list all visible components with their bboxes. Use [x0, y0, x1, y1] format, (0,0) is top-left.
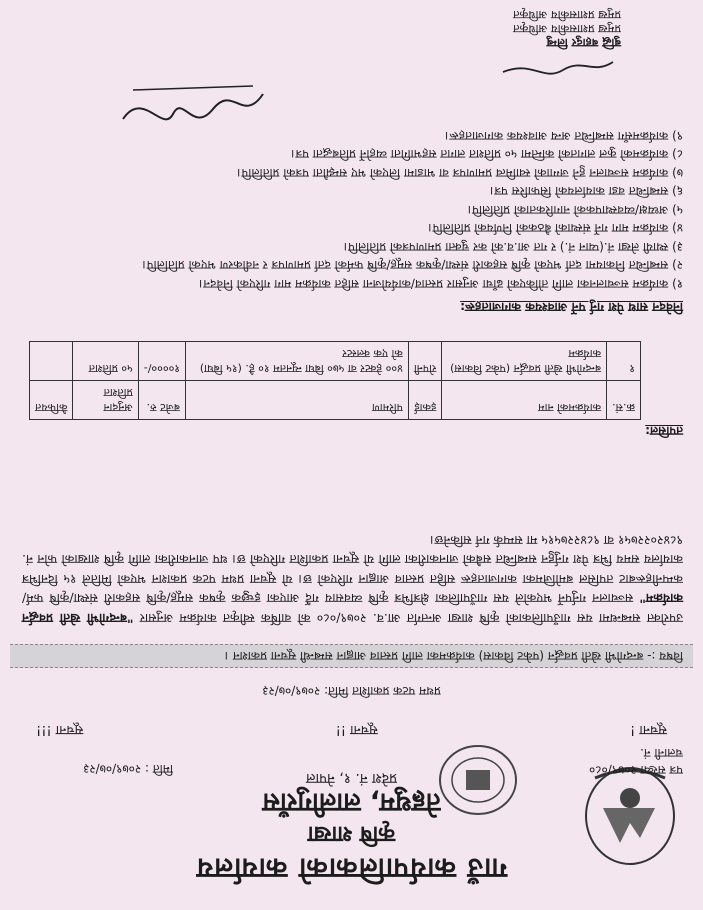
letter-date: मिति : २०७९/०७/२३ [83, 762, 173, 776]
list-item: ८) कार्यक्रमको कुल लागतको कम्तिमा ५० प्रतिशत लागत सहभागिता व्यहोर्ने प्रतिबद्धता पत्र। [290, 147, 683, 162]
table-cell: १००००/- [138, 342, 185, 381]
column-header: परिमाण [186, 381, 409, 420]
publication-date: प्रथम पटक प्रकाशित मिति: २०७९/०७/२३ [262, 684, 441, 698]
office-province: प्रदेश नं. १, नेपाल [305, 770, 398, 786]
table-row [30, 342, 641, 381]
section-name: कृषि शाखा [307, 821, 396, 846]
table-cell: ५० प्रतिशत [73, 342, 138, 381]
notice-title: सूचना ! [630, 722, 667, 737]
list-item: ५) अध्यक्ष/व्यवस्थापकको नागरिकताको प्रतिलिपि। [467, 203, 683, 217]
list-item: ४) कार्यक्रम माग गर्ने संस्थाको बैठकको निर्णयको प्रतिलिपि। [428, 221, 683, 236]
column-header: क्र.सं. [607, 381, 641, 420]
office-name: गाउँ कार्यपालिकाको कार्यालय [195, 852, 508, 885]
table-cell: रोपनी [408, 342, 442, 381]
office-location: तेह्रथुम, लालीगुराँस [262, 787, 441, 817]
program-name: "बन्दगोभी खेती प्रवर्द्धन कार्यक्रम" [21, 591, 683, 626]
notice-body [22, 531, 683, 629]
table-header-row [30, 381, 641, 420]
table-cell: बन्दगोभी खेती प्रवर्द्धन (पकेट विकास) कार्यक्रम [442, 342, 607, 381]
list-item: ६) सम्बन्धित वडा कार्यालयको सिफारिस पत्र। [489, 184, 683, 199]
schedule-label: तपसिल: [645, 424, 683, 438]
column-header: इकाई [408, 381, 442, 420]
table-cell: १ [607, 342, 641, 381]
column-header: कैफियत [30, 381, 73, 420]
list-item: ७) कार्यक्रम सञ्चालन हुने जग्गाको स्वामित्व प्रमाणपत्र वा भाडामा लिएको भए सम्झौता पत्रको प्रतिलिपि। [236, 166, 683, 180]
notice-title-row [30, 722, 673, 740]
signature-icon [113, 74, 273, 134]
notice-title: सूचना !! [335, 722, 378, 737]
signatory-name: बुद्धि बहादुर लिम्बु [546, 36, 621, 50]
reference-block [589, 744, 683, 778]
initials-icon [498, 54, 618, 80]
reference-number: पत्र संख्या २०७९/०८० [589, 763, 683, 777]
column-header: बजेट रु. [138, 381, 185, 420]
signatory-stamp-note: प्रमुख प्रशासकीय अधिकृत [513, 8, 621, 22]
column-header: कार्यक्रमको नाम [442, 381, 607, 420]
notice-title: सूचना !!! [36, 722, 84, 737]
table-cell: ४०० हेक्टर वा ५७० बिघा न्यूनतम १० है. (१५ बिघा) को एक क्लस्टर [186, 342, 409, 381]
list-item: ९) कार्यक्रमसँग सम्बन्धित अन्य आवश्यक कागजातहरू। [444, 129, 683, 143]
body-text-rest: सञ्चालन गर्नुपर्ने भएकोले यस गाउँपालिका क्षेत्रभित्र कृषि व्यवसाय गर्दै आएका इच्छुक कृषक समूह/कृषि सहकारी संस्था/कृषि फर्म/कम्पनीहरूबाट तपसिल बमोजिमका कागजातहरू सहित प्रस्ताव आह्वान गरिएको छ। यो सूचना प्रथम पटक प्रकाशन भएको मितिले १५ दिनभित्र कार्यालय समय भित्र पेश गर्नुहुन सम्बन्धित सबैको जानकारीका लागि यो सूचना प्रकाशित गरिएको छ। थप जानकारीका लागि कृषि शाखाको फोन नं. ९८४२०२२७५१ वा ९८४२२७५१५ मा सम्पर्क गर्न सकिनेछ। [22, 533, 683, 607]
program-table [29, 341, 641, 420]
table-cell [30, 342, 73, 381]
body-text-start: उपरोक्त सम्बन्धमा यस गाउँपालिकाको कृषि शाखा अन्तर्गत आ.व. २०७९/०८० को वार्षिक स्वीकृत कार्यक्रम अनुसार [133, 611, 683, 626]
signatory-title: प्रमुख प्रशासकीय अधिकृत [513, 22, 621, 36]
signature-block [513, 8, 621, 50]
list-item: २) सम्बन्धित निकायमा दर्ता भएको कृषि सहकारी संस्था/कृषक समूह/कृषि फर्मको दर्ता प्रमाणपत्र र नवीकरण भएको प्रतिलिपि। [142, 258, 683, 273]
documents-heading: निवेदन साथ पेश गर्नु पर्ने आवश्यक कागजातहरू: [460, 300, 683, 315]
subject-line: विषय :- बन्दगोभी खेती प्रवर्द्धन (पकेट विकास) कार्यक्रमका लागि प्रस्ताव आह्वान सम्बन्धी सूचना प्रकाशन । [10, 644, 693, 668]
dispatch-number: चलानी नं. [640, 746, 683, 760]
office-stamp-icon [433, 740, 523, 820]
list-item: १) कार्यक्रम सञ्चालनका लागि तोकिएको ढाँचा अनुसार प्रस्ताव/कार्ययोजना सहित कार्यक्रम माग गरिएको निवेदन। [198, 277, 683, 291]
documents-list [20, 126, 683, 293]
column-header: अनुदान प्रतिशत [73, 381, 138, 420]
list-item: ३) स्थायी लेखा नं.(प्यान नं.) र गत आ.व.को कर चुक्ता प्रमाणपत्रको प्रतिलिपि। [343, 240, 683, 254]
